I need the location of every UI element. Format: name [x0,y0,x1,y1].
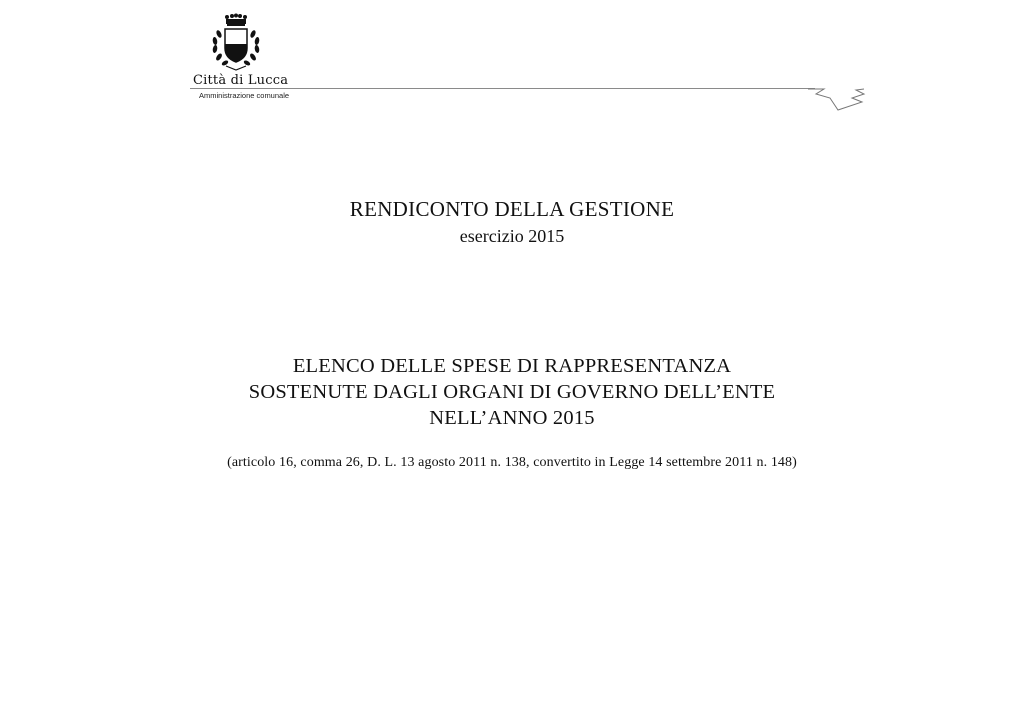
header-ornament-icon [806,84,868,114]
city-subtitle: Amministrazione comunale [199,91,290,100]
document-subtitle: esercizio 2015 [459,226,565,246]
legal-reference: (articolo 16, comma 26, D. L. 13 agosto 2011 n. 138, convertito in Legge 14 settembre 2011 n. 148) [227,455,797,470]
list-title-line: SOSTENUTE DAGLI ORGANI DI GOVERNO DELL’ENTE [248,381,776,403]
document-title: RENDICONTO DELLA GESTIONE [349,197,675,221]
list-title-line: NELL’ANNO 2015 [429,407,595,429]
list-title-line: ELENCO DELLE SPESE DI RAPPRESENTANZA [292,355,732,377]
city-name: Città di Lucca [193,73,289,88]
list-title [0,353,1024,431]
header-divider [190,88,815,89]
city-coat-of-arms-icon [206,12,266,74]
